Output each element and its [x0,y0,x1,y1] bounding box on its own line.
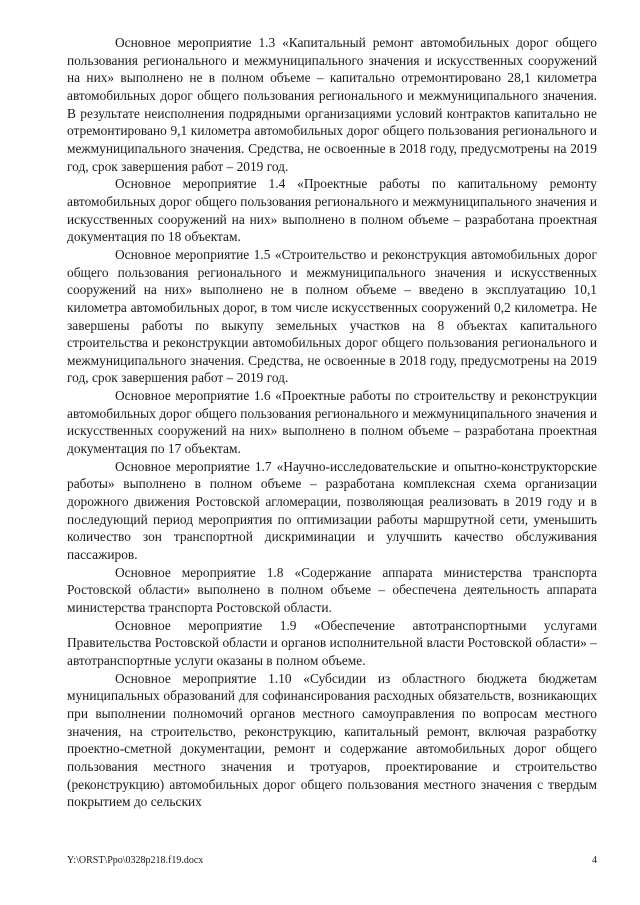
page-number: 4 [592,855,597,866]
paragraph-measure-1-7: Основное мероприятие 1.7 «Научно-исследовательские и опытно-конструкторские работы» выполнено в полном объеме – разработана комплексная схема организации дорожного движения Ростовской агломерации, позволяющая реализовать в 2019 году и в последующий период мероприятия по оптимизации работы маршрутной сети, уменьшить количество зон транспортной дискриминации и улучшить качество обслуживания пассажиров. [67,458,597,563]
paragraph-measure-1-4: Основное мероприятие 1.4 «Проектные работы по капитальному ремонту автомобильных дорог общего пользования регионального и межмуниципального значения и искусственных сооружений на них» выполнено в полном объеме – разработана проектная документация по 18 объектам. [67,176,597,245]
paragraph-measure-1-8: Основное мероприятие 1.8 «Содержание аппарата министерства транспорта Ростовской области» выполнено в полном объеме – обеспечена деятельность аппарата министерства транспорта Ростовской области. [67,564,597,615]
paragraph-measure-1-5: Основное мероприятие 1.5 «Строительство и реконструкция автомобильных дорог общего пользования регионального и межмуниципального значения и искусственных сооружений на них» выполнено не в полном объеме – введено в эксплуатацию 10,1 километра автомобильных дорог, в том числе искусственных сооружений 0,2 километра. Не завершены работы по выкупу земельных участков на 8 объектах капитального строительства и реконструкции автомобильных дорог общего пользования регионального и межмуниципального значения. Средства, не освоенные в 2018 году, предусмотрены на 2019 год, срок завершения работ – 2019 год. [67,246,597,386]
document-body [67,34,597,811]
footer-file-path: Y:\ORST\Ppo\0328p218.f19.docx [67,855,204,866]
paragraph-measure-1-9: Основное мероприятие 1.9 «Обеспечение автотранспортными услугами Правительства Ростовской области и органов исполнительной власти Ростовской области» – автотранспортные услуги оказаны в полном объеме. [67,617,597,668]
paragraph-measure-1-10: Основное мероприятие 1.10 «Субсидии из областного бюджета бюджетам муниципальных образований для софинансирования расходных обязательств, возникающих при выполнении полномочий органов местного самоуправления по вопросам местного значения, на строительство, реконструкцию, капитальный ремонт, включая разработку проектно-сметной документации, ремонт и содержание автомобильных дорог общего пользования местного значения и тротуаров, проектирование и строительство (реконструкцию) автомобильных дорог общего пользования местного значения с твердым покрытием до сельских [67,670,597,810]
page-footer [67,855,597,867]
paragraph-measure-1-3: Основное мероприятие 1.3 «Капитальный ремонт автомобильных дорог общего пользования регионального и межмуниципального значения и искусственных сооружений на них» выполнено не в полном объеме – капитально отремонтировано 28,1 километра автомобильных дорог общего пользования регионального и межмуниципального значения. В результате неисполнения подрядными организациями условий контрактов капитально не отремонтировано 9,1 километра автомобильных дорог общего пользования регионального и межмуниципального значения. Средства, не освоенные в 2018 году, предусмотрены на 2019 год, срок завершения работ – 2019 год. [67,35,597,174]
paragraph-measure-1-6: Основное мероприятие 1.6 «Проектные работы по строительству и реконструкции автомобильных дорог общего пользования регионального и межмуниципального значения и искусственных сооружений на них» выполнено в полном объеме – разработана проектная документация по 17 объектам. [67,388,597,457]
